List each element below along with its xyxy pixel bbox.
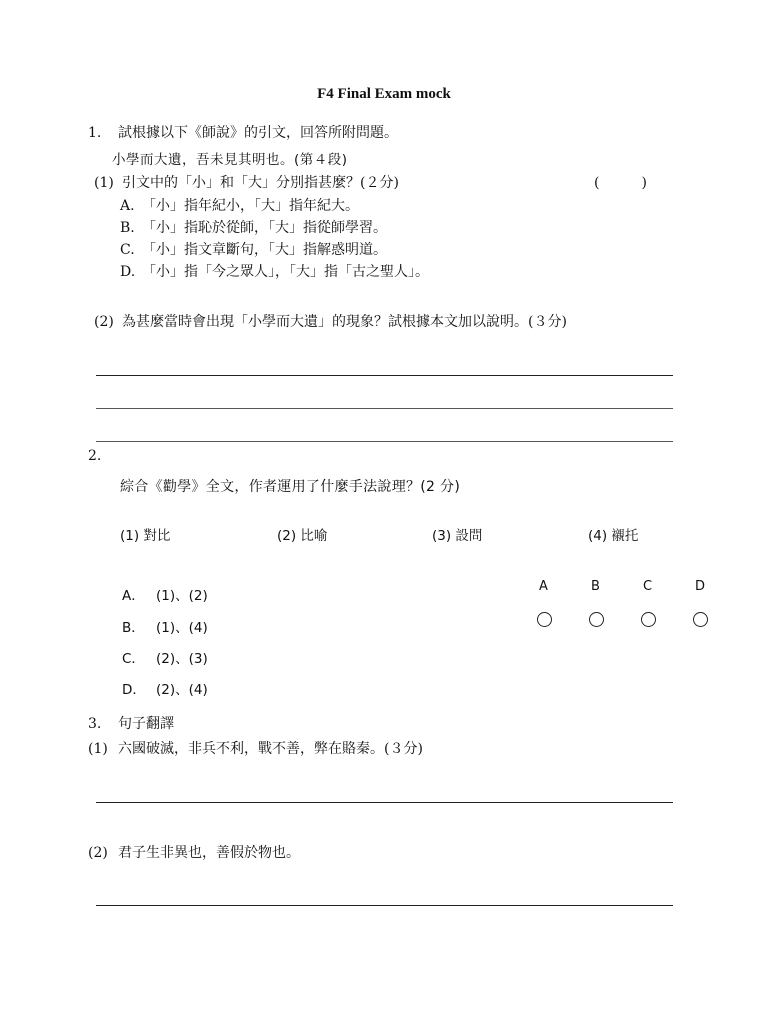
choice-a <box>122 584 208 604</box>
bubble-label-b: B <box>591 579 600 594</box>
option-text: 「小」指恥於從師，「大」指從師學習。 <box>142 220 387 236</box>
method-3: (3) 設問 <box>432 528 483 544</box>
bubble-d[interactable] <box>693 612 708 627</box>
question-2-prompt: 綜合《勸學》全文，作者運用了什麼手法說理？(2 分) <box>120 479 461 495</box>
page-title: F4 Final Exam mock <box>317 86 451 102</box>
subquestion-1-2 <box>94 311 567 331</box>
subquestion-number: (2) <box>88 845 108 861</box>
method-1: (1) 對比 <box>120 528 171 544</box>
answer-box[interactable]: ( ) <box>594 175 647 191</box>
choice-letter: C． <box>122 651 145 667</box>
quote-text: 小學而大遺，吾未見其明也。(第４段) <box>112 152 348 168</box>
choice-d <box>122 678 208 698</box>
option-text: 「小」指文章斷句，「大」指解惑明道。 <box>142 242 387 258</box>
bubble-b[interactable] <box>589 612 604 627</box>
bubble-label-d: D <box>695 579 706 594</box>
option-d <box>120 261 429 281</box>
choice-letter: A． <box>122 588 145 604</box>
answer-line[interactable] <box>96 802 673 803</box>
question-prompt: 句子翻譯 <box>118 716 174 732</box>
bubble-label-a: A <box>539 579 548 594</box>
answer-line[interactable] <box>96 905 673 906</box>
option-text: 「小」指「今之眾人」，「大」指「古之聖人」。 <box>142 264 429 280</box>
choice-text: (2)、(4) <box>156 682 208 698</box>
option-letter: A. <box>120 198 135 214</box>
option-text: 「小」指年紀小，「大」指年紀大。 <box>142 198 359 214</box>
choice-b <box>122 616 208 636</box>
option-letter: D. <box>120 264 136 280</box>
choice-c <box>122 647 208 667</box>
subquestion-text: 引文中的「小」和「大」分別指甚麼？(２分) <box>122 175 399 191</box>
subquestion-text: 君子生非異也，善假於物也。 <box>118 845 300 861</box>
subquestion-number: (1) <box>94 175 114 191</box>
method-4: (4) 襯托 <box>588 528 639 544</box>
subquestion-3-2 <box>88 842 300 862</box>
choice-text: (1)、(2) <box>156 588 208 604</box>
choice-letter: B． <box>122 620 145 636</box>
option-b <box>120 217 387 237</box>
choice-text: (2)、(3) <box>156 651 208 667</box>
subquestion-1-1 <box>94 172 399 192</box>
answer-line[interactable] <box>96 441 673 442</box>
subquestion-number: (2) <box>94 314 114 330</box>
bubble-c[interactable] <box>641 612 656 627</box>
choice-letter: D． <box>122 682 146 698</box>
question-number: 3. <box>88 716 102 732</box>
bubble-label-c: C <box>643 579 653 594</box>
choice-text: (1)、(4) <box>156 620 208 636</box>
answer-line[interactable] <box>96 408 673 409</box>
method-2: (2) 比喻 <box>277 528 328 544</box>
subquestion-text: 為甚麼當時會出現「小學而大遺」的現象？試根據本文加以說明。(３分) <box>122 314 567 330</box>
question-number: 1. <box>88 125 102 141</box>
option-letter: C. <box>120 242 135 258</box>
option-a <box>120 195 359 215</box>
option-c <box>120 239 387 259</box>
bubble-a[interactable] <box>537 612 552 627</box>
answer-line[interactable] <box>96 375 673 376</box>
subquestion-3-1 <box>88 738 423 758</box>
subquestion-number: (1) <box>88 741 108 757</box>
question-prompt: 試根據以下《師說》的引文，回答所附問題。 <box>118 125 398 141</box>
question-2-number: 2. <box>88 448 102 464</box>
question-1 <box>88 122 398 142</box>
subquestion-text: 六國破滅，非兵不利，戰不善，弊在賂秦。(３分) <box>118 741 423 757</box>
question-3 <box>88 713 174 733</box>
option-letter: B. <box>120 220 135 236</box>
